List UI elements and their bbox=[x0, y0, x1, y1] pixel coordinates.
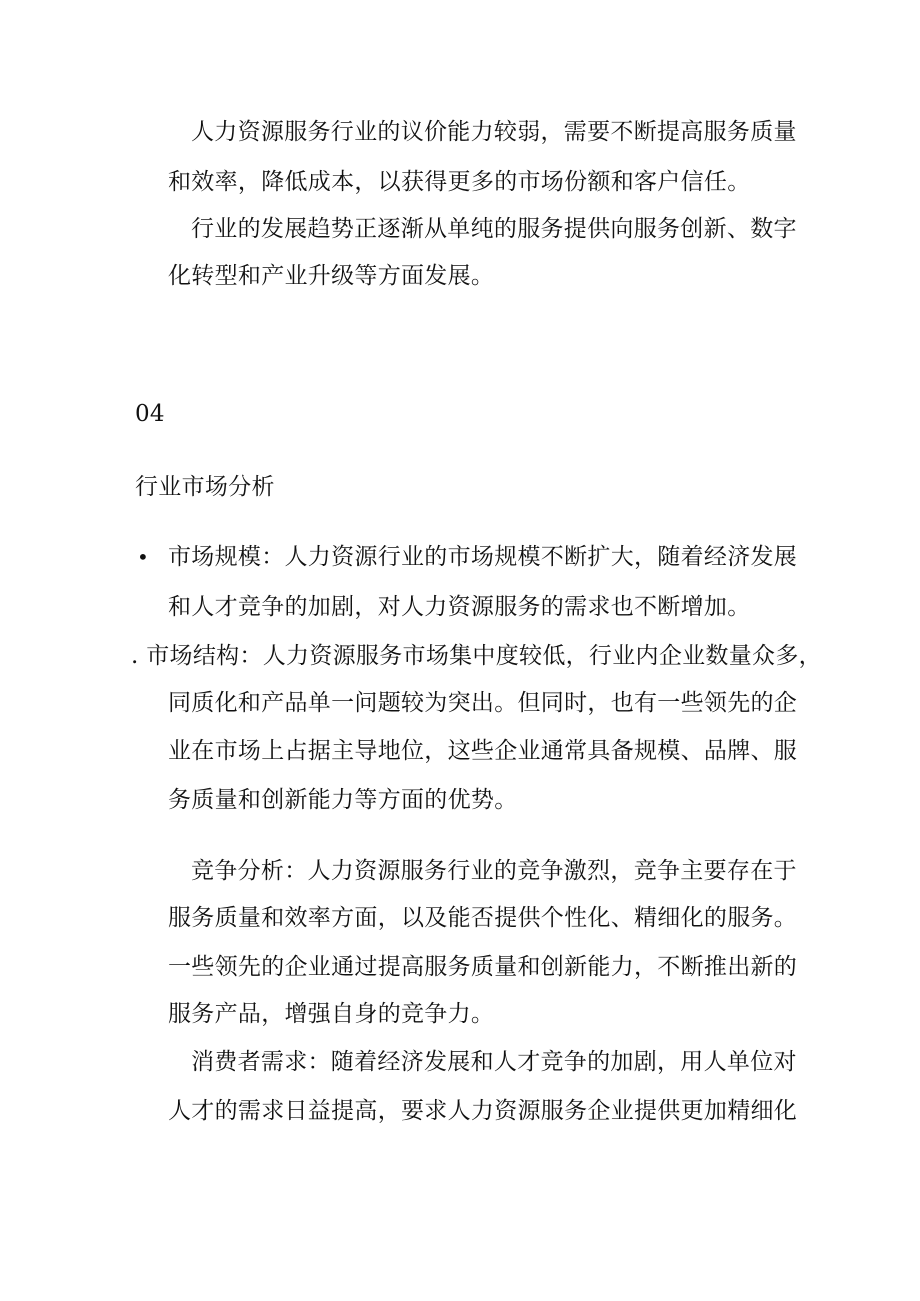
competition-line-3: 一些领先的企业通过提高服务质量和创新能力，不断推出新的 bbox=[168, 954, 798, 980]
bullet-dot: • bbox=[137, 545, 149, 569]
market-size-line-1: 市场规模：人力资源行业的市场规模不断扩大，随着经济发展 bbox=[168, 544, 798, 570]
section-number: 04 bbox=[135, 401, 165, 427]
market-structure-line-4: 务质量和创新能力等方面的优势。 bbox=[168, 787, 518, 813]
market-structure-line-2: 同质化和产品单一问题较为突出。但同时，也有一些领先的企 bbox=[168, 690, 798, 716]
competition-line-4: 服务产品，增强自身的竞争力。 bbox=[168, 1001, 495, 1027]
competition-line-1: 竞争分析：人力资源服务行业的竞争激烈，竞争主要存在于 bbox=[191, 858, 797, 884]
consumer-demand-line-2: 人才的需求日益提高，要求人力资源服务企业提供更加精细化 bbox=[168, 1098, 798, 1124]
competition-line-2: 服务质量和效率方面，以及能否提供个性化、精细化的服务。 bbox=[168, 905, 798, 931]
paragraph-trend-line-1: 行业的发展趋势正逐渐从单纯的服务提供向服务创新、数字 bbox=[191, 216, 797, 242]
market-structure-line-3: 业在市场上占据主导地位，这些企业通常具备规模、品牌、服 bbox=[168, 738, 798, 764]
paragraph-bargaining-line-2: 和效率，降低成本，以获得更多的市场份额和客户信任。 bbox=[168, 169, 751, 195]
consumer-demand-line-1: 消费者需求：随着经济发展和人才竞争的加剧，用人单位对 bbox=[191, 1049, 797, 1075]
paragraph-bargaining-line-1: 人力资源服务行业的议价能力较弱，需要不断提高服务质量 bbox=[191, 119, 797, 145]
section-title: 行业市场分析 bbox=[135, 474, 275, 500]
market-structure-line-1: . 市场结构：人力资源服务市场集中度较低，行业内企业数量众多， bbox=[131, 643, 822, 669]
paragraph-trend-line-2: 化转型和产业升级等方面发展。 bbox=[168, 263, 495, 289]
market-size-line-2: 和人才竞争的加剧，对人力资源服务的需求也不断增加。 bbox=[168, 594, 751, 620]
